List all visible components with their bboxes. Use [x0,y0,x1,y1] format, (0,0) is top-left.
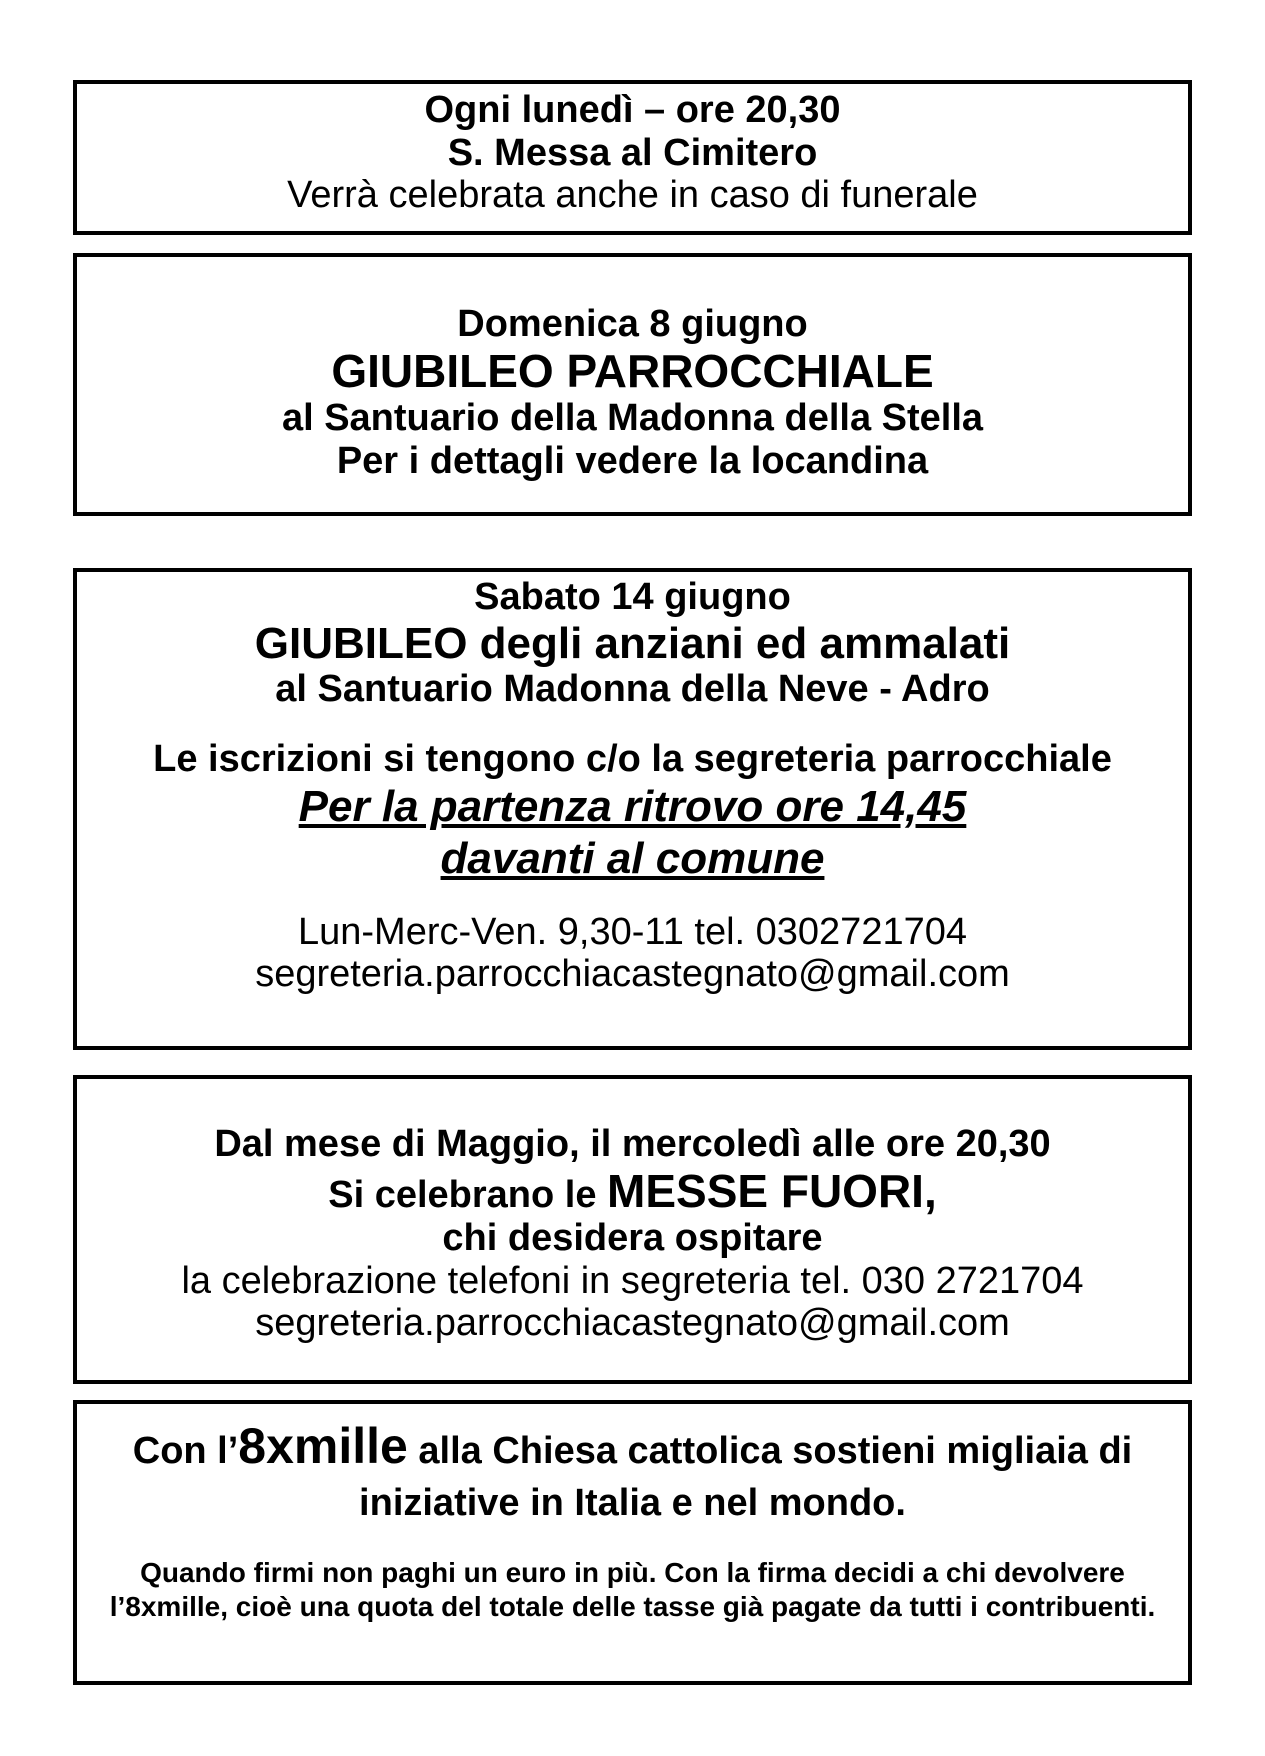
parish-jubilee-date: Domenica 8 giugno [457,303,808,345]
notice-box-parish-jubilee [73,253,1192,516]
departure-info: Per la partenza ritrovo ore 14,45 davanti al comune [298,781,967,883]
outdoor-masses-title-pre: Si celebrano le [328,1173,608,1216]
notice-box-outdoor-masses [73,1075,1192,1384]
8xmille-headline-post: alla Chiesa cattolica sostieni migliaia di iniziative in Italia e nel mondo. [359,1430,1133,1524]
outdoor-masses-host: chi desidera ospitare [442,1217,823,1260]
cemetery-mass-note: Verrà celebrata anche in caso di funerale [287,174,978,217]
outdoor-masses-email: segreteria.parrocchiacastegnato@gmail.com [255,1302,1010,1345]
8xmille-explanation: Quando firmi non paghi un euro in più. Con la firma decidi a chi devolvere l’8xmille, cioè una quota del totale delle tasse già pagate da tutti i contribuenti. [109,1557,1156,1622]
parish-jubilee-title: GIUBILEO PARROCCHIALE [331,344,934,397]
cemetery-mass-title: S. Messa al Cimitero [447,131,818,174]
parish-jubilee-note: Per i dettagli vedere la locandina [336,439,929,482]
office-hours: Lun-Merc-Ven. 9,30-11 tel. 0302721704 [298,910,967,953]
notice-box-cemetery-mass [73,80,1192,235]
registration-info: Le iscrizioni si tengono c/o la segreteria parrocchiale [153,738,1112,781]
office-email: segreteria.parrocchiacastegnato@gmail.com [255,953,1010,996]
8xmille-headline [77,1414,1188,1528]
outdoor-masses-title [77,1166,1188,1218]
8xmille-headline-pre: Con l’ [132,1430,239,1472]
parish-jubilee-location: al Santuario della Madonna della Stella [281,397,984,440]
notice-box-elderly-jubilee [73,568,1192,1050]
elderly-jubilee-location: al Santuario Madonna della Neve - Adro [275,667,990,710]
8xmille-headline-big: 8xmille [238,1418,408,1474]
outdoor-masses-title-big: MESSE FUORI, [607,1164,937,1217]
outdoor-masses-phone: la celebrazione telefoni in segreteria tel. 030 2721704 [181,1259,1084,1302]
outdoor-masses-schedule: Dal mese di Maggio, il mercoledì alle ore 20,30 [214,1123,1051,1165]
elderly-jubilee-date: Sabato 14 giugno [474,576,791,618]
notice-box-8xmille [73,1400,1192,1685]
cemetery-mass-schedule: Ogni lunedì – ore 20,30 [424,89,841,131]
elderly-jubilee-title: GIUBILEO degli anziani ed ammalati [254,618,1011,668]
